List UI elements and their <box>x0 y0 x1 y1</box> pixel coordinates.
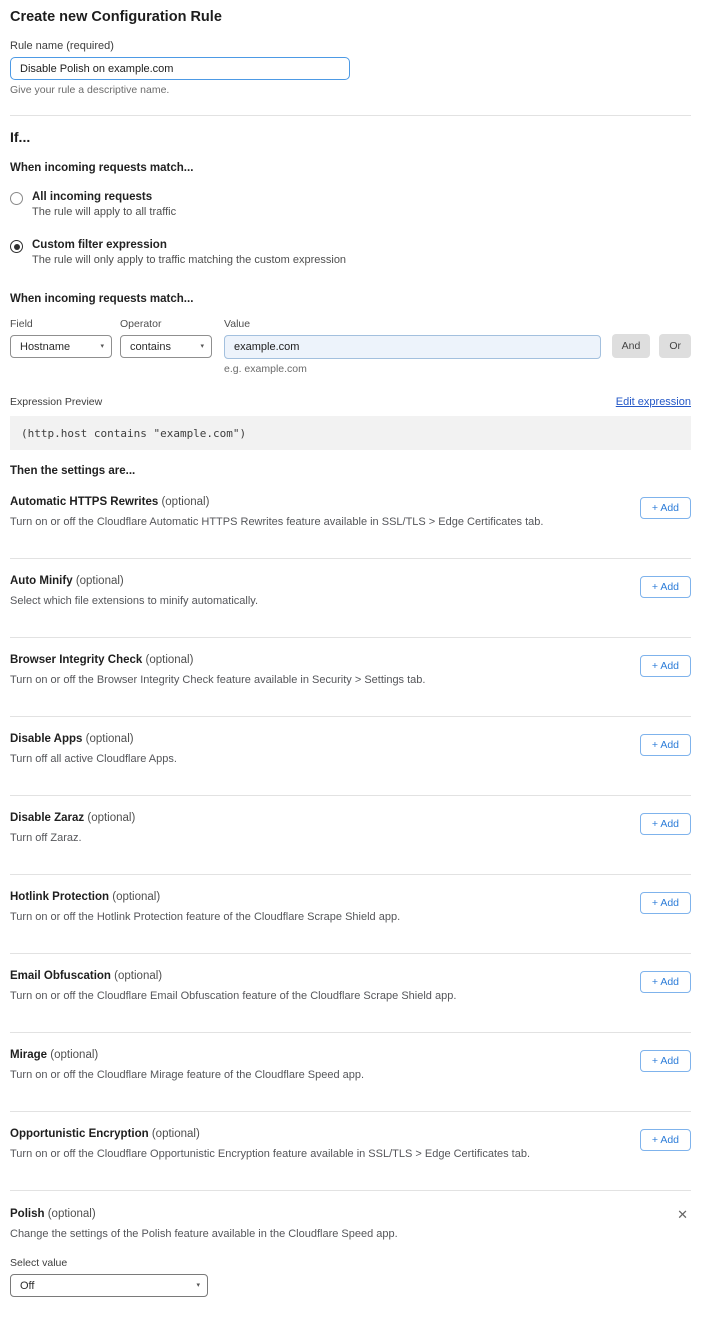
optional-suffix: (optional) <box>114 970 163 982</box>
setting-title <box>10 891 691 903</box>
setting-description: Select which file extensions to minify automatically. <box>10 595 259 607</box>
add-button-opportunistic-encryption[interactable]: + Add <box>640 1129 691 1151</box>
setting-row-opportunistic-encryption <box>10 1112 691 1191</box>
setting-title <box>10 733 691 745</box>
expression-preview-row <box>10 396 691 408</box>
field-column <box>10 318 112 358</box>
value-label: Value <box>224 318 251 330</box>
optional-suffix: (optional) <box>75 575 124 587</box>
setting-description: Turn off all active Cloudflare Apps. <box>10 753 177 765</box>
chevron-down-icon: ▾ <box>196 1282 200 1289</box>
add-button-email-obfuscation[interactable]: + Add <box>640 971 691 993</box>
radio-option-all-incoming-requests[interactable] <box>10 191 691 218</box>
optional-suffix: (optional) <box>112 891 161 903</box>
setting-title <box>10 970 691 982</box>
rule-name-input[interactable] <box>10 57 350 80</box>
optional-suffix: (optional) <box>145 654 194 666</box>
radio-all-incoming-label: All incoming requests <box>32 191 153 203</box>
radio-option-texts <box>32 239 346 266</box>
setting-name: Disable Apps <box>10 733 83 745</box>
radio-custom-filter-description: The rule will only apply to traffic matching the custom expression <box>32 254 347 266</box>
setting-row-polish <box>10 1191 691 1297</box>
optional-suffix: (optional) <box>50 1049 99 1061</box>
add-button-disable-zaraz[interactable]: + Add <box>640 813 691 835</box>
setting-description: Turn on or off the Browser Integrity Check feature available in Security > Settings tab. <box>10 674 426 686</box>
setting-row-automatic-https-rewrites <box>10 477 691 559</box>
setting-description: Turn on or off the Cloudflare Automatic HTTPS Rewrites feature available in SSL/TLS > Edge Certificates tab. <box>10 516 544 528</box>
edit-expression-link[interactable]: Edit expression <box>615 396 691 408</box>
select-value-label: Select value <box>10 1257 68 1269</box>
value-input[interactable] <box>224 335 601 359</box>
setting-name: Polish <box>10 1208 45 1220</box>
radio-custom-filter-label: Custom filter expression <box>32 239 167 251</box>
radio-option-custom-filter-expression[interactable] <box>10 239 691 266</box>
setting-row-disable-zaraz <box>10 796 691 875</box>
setting-title <box>10 1049 691 1061</box>
expression-preview-code: (http.host contains "example.com") <box>21 426 247 440</box>
setting-title <box>10 1128 691 1140</box>
add-button-auto-minify[interactable]: + Add <box>640 576 691 598</box>
setting-name: Hotlink Protection <box>10 891 110 903</box>
setting-title <box>10 575 691 587</box>
radio-unchecked-icon[interactable] <box>10 192 23 205</box>
expression-builder-heading: When incoming requests match... <box>10 293 194 305</box>
setting-name: Browser Integrity Check <box>10 654 143 666</box>
radio-option-texts <box>32 191 176 218</box>
radio-all-incoming-description: The rule will apply to all traffic <box>32 206 177 218</box>
incoming-requests-match-heading: When incoming requests match... <box>10 162 194 174</box>
operator-select-value: contains <box>130 340 171 353</box>
radio-checked-icon[interactable] <box>10 240 23 253</box>
add-button-hotlink-protection[interactable]: + Add <box>640 892 691 914</box>
and-button[interactable]: And <box>612 334 651 358</box>
setting-row-email-obfuscation <box>10 954 691 1033</box>
add-button-disable-apps[interactable]: + Add <box>640 734 691 756</box>
operator-label: Operator <box>120 318 162 330</box>
setting-title <box>10 496 691 508</box>
optional-suffix: (optional) <box>47 1208 96 1220</box>
setting-description: Turn on or off the Hotlink Protection feature of the Cloudflare Scrape Shield app. <box>10 911 401 923</box>
field-select[interactable] <box>10 335 112 358</box>
add-button-automatic-https-rewrites[interactable]: + Add <box>640 497 691 519</box>
setting-row-mirage <box>10 1033 691 1112</box>
setting-name: Opportunistic Encryption <box>10 1128 149 1140</box>
field-label: Field <box>10 318 33 330</box>
rule-name-label: Rule name (required) <box>10 40 114 52</box>
optional-suffix: (optional) <box>87 812 136 824</box>
setting-description: Change the settings of the Polish feature available in the Cloudflare Speed app. <box>10 1228 398 1240</box>
operator-select[interactable] <box>120 335 212 358</box>
optional-suffix: (optional) <box>161 496 210 508</box>
expression-preview-label: Expression Preview <box>10 396 103 408</box>
setting-row-hotlink-protection <box>10 875 691 954</box>
operator-column <box>120 318 212 358</box>
setting-name: Auto Minify <box>10 575 73 587</box>
setting-description: Turn on or off the Cloudflare Opportunistic Encryption feature available in SSL/TLS > Edge Certificates tab. <box>10 1148 531 1160</box>
optional-suffix: (optional) <box>85 733 134 745</box>
optional-suffix: (optional) <box>151 1128 200 1140</box>
setting-name: Disable Zaraz <box>10 812 85 824</box>
setting-name: Email Obfuscation <box>10 970 111 982</box>
setting-description: Turn on or off the Cloudflare Email Obfuscation feature of the Cloudflare Scrape Shield app. <box>10 990 457 1002</box>
setting-name: Mirage <box>10 1049 48 1061</box>
setting-description: Turn off Zaraz. <box>10 832 82 844</box>
expression-builder <box>10 318 691 375</box>
and-or-buttons <box>612 334 691 358</box>
setting-row-auto-minify <box>10 559 691 638</box>
add-button-browser-integrity-check[interactable]: + Add <box>640 655 691 677</box>
setting-description: Turn on or off the Cloudflare Mirage feature of the Cloudflare Speed app. <box>10 1069 365 1081</box>
value-helper: e.g. example.com <box>224 363 307 375</box>
rule-name-helper: Give your rule a descriptive name. <box>10 84 170 96</box>
setting-name: Automatic HTTPS Rewrites <box>10 496 159 508</box>
if-heading: If... <box>10 129 31 145</box>
expression-preview-box <box>10 416 691 450</box>
setting-row-browser-integrity-check <box>10 638 691 717</box>
value-column <box>224 318 601 375</box>
polish-value-select[interactable] <box>10 1274 208 1297</box>
then-settings-heading: Then the settings are... <box>10 465 136 477</box>
setting-title <box>10 812 691 824</box>
field-select-value: Hostname <box>20 340 71 353</box>
chevron-down-icon: ▾ <box>100 343 104 350</box>
setting-title <box>10 654 691 666</box>
setting-row-disable-apps <box>10 717 691 796</box>
section-divider <box>10 115 691 116</box>
chevron-down-icon: ▾ <box>200 343 204 350</box>
page-title: Create new Configuration Rule <box>10 9 222 25</box>
add-button-mirage[interactable]: + Add <box>640 1050 691 1072</box>
close-icon[interactable]: ✕ <box>677 1207 688 1222</box>
polish-select-value: Off <box>20 1279 35 1292</box>
or-button[interactable]: Or <box>659 334 691 358</box>
setting-title <box>10 1208 691 1220</box>
